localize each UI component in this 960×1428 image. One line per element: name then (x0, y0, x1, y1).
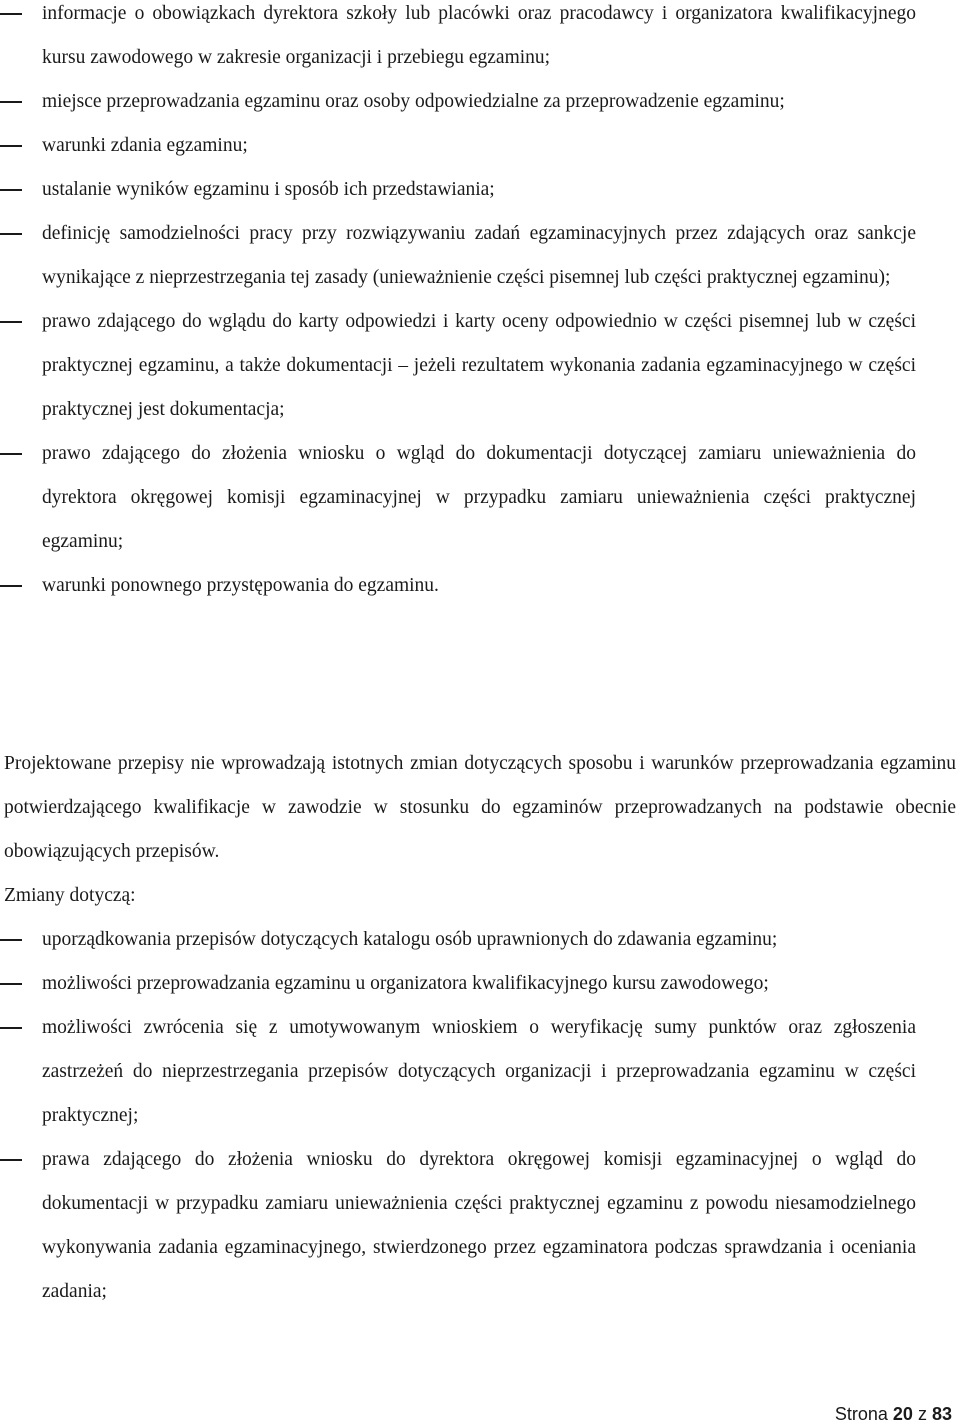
dash-bullet (0, 233, 22, 235)
list-item-text: prawo zdającego do wglądu do karty odpowiedzi i karty oceny odpowiednio w części pisemnej lub w części praktycznej egzaminu, a także dokumentacji – jeżeli rezultatem wykonania zadania egzaminacyjnego w części praktycznej jest dokumentacja; (42, 311, 916, 420)
dash-bullet (0, 321, 22, 323)
list-item-text: możliwości przeprowadzania egzaminu u organizatora kwalifikacyjnego kursu zawodowego; (42, 973, 769, 994)
list-item (0, 300, 916, 432)
requirements-list (0, 0, 916, 608)
body-paragraph: Projektowane przepisy nie wprowadzają istotnych zmian dotyczących sposobu i warunków przeprowadzania egzaminu potwierdzającego kwalifikacje w zawodzie w stosunku do egzaminów przeprowadzanych na podstawie obecnie obowiązujących przepisów. (4, 753, 956, 862)
dash-bullet (0, 585, 22, 587)
dash-bullet (0, 101, 22, 103)
changes-heading: Zmiany dotyczą: (4, 885, 136, 906)
list-item-text: prawa zdającego do złożenia wniosku do dyrektora okręgowej komisji egzaminacyjnej o wgląd do dokumentacji w przypadku zamiaru unieważnienia części praktycznej egzaminu z powodu niesamodzielnego wykonywania zadania egzaminacyjnego, stwierdzonego przez egzaminatora podczas sprawdzania i oceniania zadania; (42, 1149, 916, 1302)
list-item (0, 212, 916, 300)
total-pages: 83 (931, 1404, 952, 1424)
list-item (0, 564, 916, 608)
list-item-text: warunki zdania egzaminu; (42, 135, 248, 156)
list-item-text: warunki ponownego przystępowania do egzaminu. (42, 575, 439, 596)
list-item (0, 432, 916, 564)
list-item (0, 962, 916, 1006)
dash-bullet (0, 1159, 22, 1161)
dash-bullet (0, 145, 22, 147)
dash-bullet (0, 1027, 22, 1029)
changes-list (0, 918, 916, 1314)
list-item (0, 0, 916, 80)
list-item-text: możliwości zwrócenia się z umotywowanym wnioskiem o weryfikację sumy punktów oraz zgłoszenia zastrzeżeń do nieprzestrzegania przepisów dotyczących organizacji i przeprowadzania egzaminu w części praktycznej; (42, 1017, 916, 1126)
list-item (0, 1006, 916, 1138)
current-page: 20 (892, 1404, 913, 1424)
list-item (0, 124, 916, 168)
dash-bullet (0, 189, 22, 191)
page-label: Strona (834, 1404, 888, 1424)
page-separator: z (917, 1404, 927, 1424)
list-item (0, 918, 916, 962)
dash-bullet (0, 453, 22, 455)
list-item-text: informacje o obowiązkach dyrektora szkoły lub placówki oraz pracodawcy i organizatora kwalifikacyjnego kursu zawodowego w zakresie organizacji i przebiegu egzaminu; (42, 3, 916, 68)
dash-bullet (0, 939, 22, 941)
list-item-text: ustalanie wyników egzaminu i sposób ich przedstawiania; (42, 179, 495, 200)
dash-bullet (0, 983, 22, 985)
list-item (0, 168, 916, 212)
list-item (0, 1138, 916, 1314)
list-item-text: uporządkowania przepisów dotyczących katalogu osób uprawnionych do zdawania egzaminu; (42, 929, 778, 950)
dash-bullet (0, 13, 22, 15)
list-item-text: definicję samodzielności pracy przy rozwiązywaniu zadań egzaminacyjnych przez zdających oraz sankcje wynikające z nieprzestrzegania tej zasady (unieważnienie części pisemnej lub części praktycznej egzaminu); (42, 223, 916, 288)
page-number (835, 1402, 952, 1426)
list-item-text: miejsce przeprowadzania egzaminu oraz osoby odpowiedzialne za przeprowadzenie egzaminu; (42, 91, 785, 112)
list-item-text: prawo zdającego do złożenia wniosku o wgląd do dokumentacji dotyczącej zamiaru unieważnienia do dyrektora okręgowej komisji egzaminacyjnej w przypadku zamiaru unieważnienia części praktycznej egzaminu; (42, 443, 916, 552)
list-item (0, 80, 916, 124)
